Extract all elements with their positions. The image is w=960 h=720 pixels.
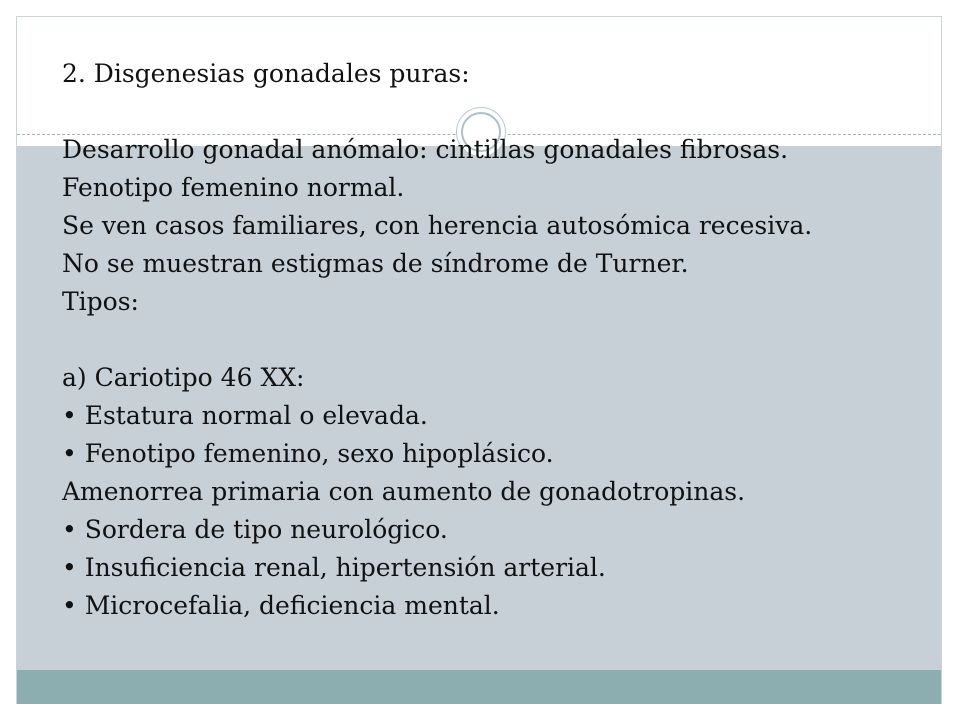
detail-line: • Microcefalia, deficiencia mental.: [62, 591, 500, 620]
slide-title: 2. Disgenesias gonadales puras:: [62, 59, 470, 88]
footer-band: [17, 670, 941, 704]
intro-line: Fenotipo femenino normal.: [62, 173, 405, 202]
detail-line: • Fenotipo femenino, sexo hipoplásico.: [62, 439, 554, 468]
detail-line: • Insuficiencia renal, hipertensión arterial.: [62, 553, 606, 582]
intro-line: No se muestran estigmas de síndrome de Turner.: [62, 249, 689, 278]
intro-line: Se ven casos familiares, con herencia autosómica recesiva.: [62, 211, 813, 240]
intro-line: Desarrollo gonadal anómalo: cintillas gonadales fibrosas.: [62, 135, 789, 164]
type-heading: a) Cariotipo 46 XX:: [62, 363, 305, 392]
slide-text: [62, 55, 922, 625]
detail-line: • Sordera de tipo neurológico.: [62, 515, 448, 544]
detail-line: Amenorrea primaria con aumento de gonadotropinas.: [62, 477, 746, 506]
detail-line: • Estatura normal o elevada.: [62, 401, 428, 430]
intro-line: Tipos:: [62, 287, 139, 316]
